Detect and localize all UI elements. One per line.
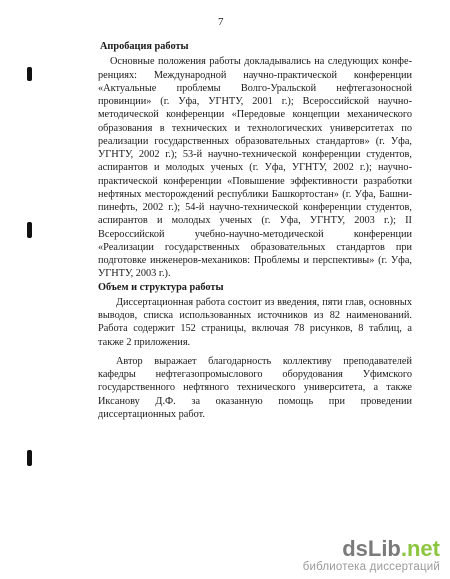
approbation-paragraph: Основные положения работы докладывались на следующих конференциях: Международной научно-практической конференции «Актуальные проблемы Волго-Уральской нефтегазоносной провинции» (г. Уфа, УГНТУ, 2001 г.); Всероссийской научно-методической конференции «Передовые концепции механического образования в технических и технологических университетах по реализации государственных образовательных стандартов» (г. Уфа, УГНТУ, 2002 г.); 53-й научно-технической конференции студентов, аспирантов и молодых ученых (г. Уфа, УГНТУ, 2002 г.); научно-практической конференции «Повышение эффективности разработки нефтяных месторождений республики Башкортостан» (г. Уфа, Башнипинефть, 2002 г.); 54-й научно-технической конференции студентов, аспирантов и молодых ученых (г. Уфа, УГНТУ, 2003 г.); II Всероссийской учебно-научно-методической конференции «Реализации государственных образовательных стандартов при подготовке инженеров-механиков: Проблемы и перспективы» (г. Уфа, УГНТУ, 2003 г.). <box>98 56 412 280</box>
document-body <box>98 40 412 421</box>
watermark-logo-main: dsLib <box>342 536 401 561</box>
section-heading-structure: Объем и структура работы <box>98 281 224 293</box>
binding-hole-mark-bottom <box>27 450 32 466</box>
watermark-subtitle: библиотека диссертаций <box>302 561 440 573</box>
watermark-logo <box>303 537 440 561</box>
binding-hole-mark-top <box>27 67 32 81</box>
acknowledgement-paragraph: Автор выражает благодарность коллективу преподавателей кафедры нефтегазопромыслового оборудования Уфимского государственного нефтяного технического университета, а также Иксанову Д.Ф. за оказанную помощь при проведении диссертационных работ. <box>98 355 412 420</box>
binding-hole-mark-middle <box>27 222 32 238</box>
watermark <box>303 537 440 573</box>
section-heading-approbation: Апробация работы <box>100 41 189 52</box>
watermark-logo-tld: .net <box>400 536 440 561</box>
page-number: 7 <box>218 16 224 28</box>
structure-paragraph: Диссертационная работа состоит из введения, пяти глав, основных выводов, списка использованных источников из 82 наименований. Работа содержит 152 страницы, включая 78 рисунков, 8 таблиц, а также 2 приложения. <box>98 296 412 348</box>
